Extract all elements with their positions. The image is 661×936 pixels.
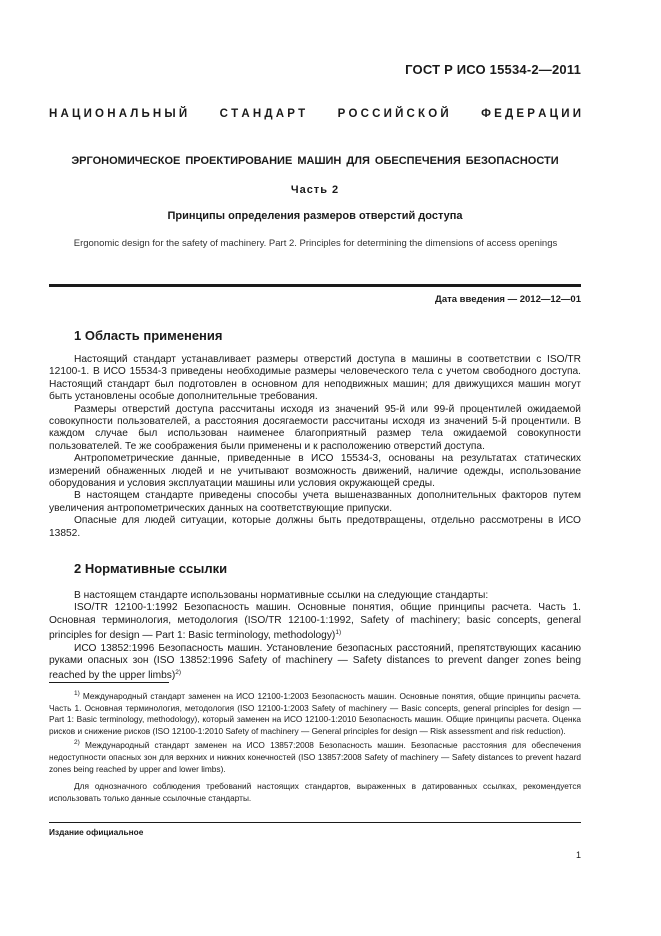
- banner-word: Р О С С И Й С К О Й: [337, 108, 449, 120]
- document-subtitle: Принципы определения размеров отверстий доступа: [167, 210, 463, 222]
- reference-text: ИСО 13852:1996 Безопасность машин. Установление безопасных расстояний, препятствующих касанию руками опасных зон (ISO 13852:1996 Safety of machinery — Safety distances to prevent danger zones being reached by the upper limbs): [49, 642, 581, 682]
- edition-divider: [49, 822, 581, 823]
- footnote-text: Международный стандарт заменен на ИСО 12100-1:2003 Безопасность машин. Основные понятия, общие принципы расчета. Часть 1. Основная терминология, методология (ISO 12100-1:2003 Safety of machinery — Basic concepts, general principles for design — Part 1: Basic terminology, methodology), который заменен на ИСО 12100-1:2010 Безопасность машин. Общие принципы расчета. Оценка рисков и снижение рисков (ISO 12100-1:2010 Safety of machinery — General principles for design — Risk assessment and risk reduction).: [49, 691, 581, 736]
- reference-iso-13852: [49, 643, 581, 683]
- document-part: Часть 2: [290, 184, 340, 196]
- introduction-date: Дата введения — 2012—12—01: [435, 294, 581, 305]
- document-title: ЭРГОНОМИЧЕСКОЕ ПРОЕКТИРОВАНИЕ МАШИН ДЛЯ ОБЕСПЕЧЕНИЯ БЕЗОПАСНОСТИ: [71, 155, 559, 167]
- footnote-marker: 2): [74, 739, 80, 747]
- paragraph: В настоящем стандарте использованы нормативные ссылки на следующие стандарты:: [74, 590, 489, 601]
- reference-note: Для однозначного соблюдения требований настоящих стандартов, выраженных в датированных ссылках, рекомендуется использовать только данные ссылочные стандарты.: [49, 781, 581, 803]
- reference-iso-tr-12100-1: [49, 602, 581, 642]
- footnote-2: [49, 737, 581, 775]
- footnote-divider: [49, 682, 169, 683]
- edition-label: Издание официальное: [49, 827, 144, 837]
- national-standard-banner: [49, 108, 581, 120]
- footnote-marker: 1): [74, 690, 80, 697]
- document-code: ГОСТ Р ИСО 15534-2—2011: [405, 62, 581, 77]
- page-number: 1: [575, 850, 581, 860]
- paragraph: В настоящем стандарте приведены способы учета вышеназванных дополнительных факторов путем увеличения антропометрических данных на соответствующие припуски.: [49, 490, 581, 514]
- banner-word: С Т А Н Д А Р Т: [219, 108, 306, 120]
- reference-text: ISO/TR 12100-1:1992 Безопасность машин. Основные понятия, общие принципы расчета. Часть 1. Основная терминология, методология (ISO/TR 12100-1:1992, Safety of machinery; basic concepts, general principles for design — Part 1: Basic terminology, methodology): [49, 602, 581, 642]
- footnote-marker[interactable]: 2): [175, 669, 182, 677]
- paragraph: Размеры отверстий доступа рассчитаны исходя из значений 95-й или 99-й процентилей ожидаемой совокупности пользователей, а расстояния досягаемости рассчитаны исходя из значений 5-й процентили. В каждом случае был использован наименее благоприятный размер тела ожидаемой совокупности пользователей. Те же соображения были применены и к расположению отверстий доступа.: [49, 403, 581, 452]
- paragraph: Настоящий стандарт устанавливает размеры отверстий доступа в машины в соответствии с ISO/TR 12100-1. В ИСО 15534-3 приведены необходимые размеры человеческого тела с учетом свободного доступа. Настоящий стандарт был подготовлен в основном для неподвижных машин; для движущихся машин могут быть установлены особые дополнительные требования.: [49, 354, 581, 403]
- title-divider: [49, 284, 581, 287]
- paragraph: Опасные для людей ситуации, которые должны быть предотвращены, отдельно рассмотрены в ИСО 13852.: [49, 515, 581, 539]
- section-1-heading: 1 Область применения: [74, 328, 223, 343]
- footnotes: [49, 688, 581, 804]
- banner-word: Н А Ц И О Н А Л Ь Н Ы Й: [49, 108, 188, 120]
- section-2-heading: 2 Нормативные ссылки: [74, 561, 228, 576]
- footnote-1: [49, 688, 581, 737]
- footnote-text: Международный стандарт заменен на ИСО 13857:2008 Безопасность машин. Безопасные расстояния для обеспечения недоступности опасных зон для верхних и нижних конечностей (ISO 13857:2008 Safety of machinery — Safety distances to prevent hazard zones being reached by upper and lower limbs).: [49, 740, 581, 774]
- section-1-body: [49, 354, 581, 540]
- paragraph: Антропометрические данные, приведенные в ИСО 15534-3, основаны на результатах статических измерений обнаженных людей и не учитывают возможность движений, наличие одежды, использование оборудования и условия эксплуатации машины или условия окружающей среды.: [49, 453, 581, 490]
- english-title: Ergonomic design for the safety of machinery. Part 2. Principles for determining the dimensions of access openings: [73, 238, 558, 249]
- banner-word: Ф Е Д Е Р А Ц И И: [481, 108, 581, 120]
- footnote-marker[interactable]: 1): [335, 629, 342, 637]
- section-2-body: [49, 590, 581, 683]
